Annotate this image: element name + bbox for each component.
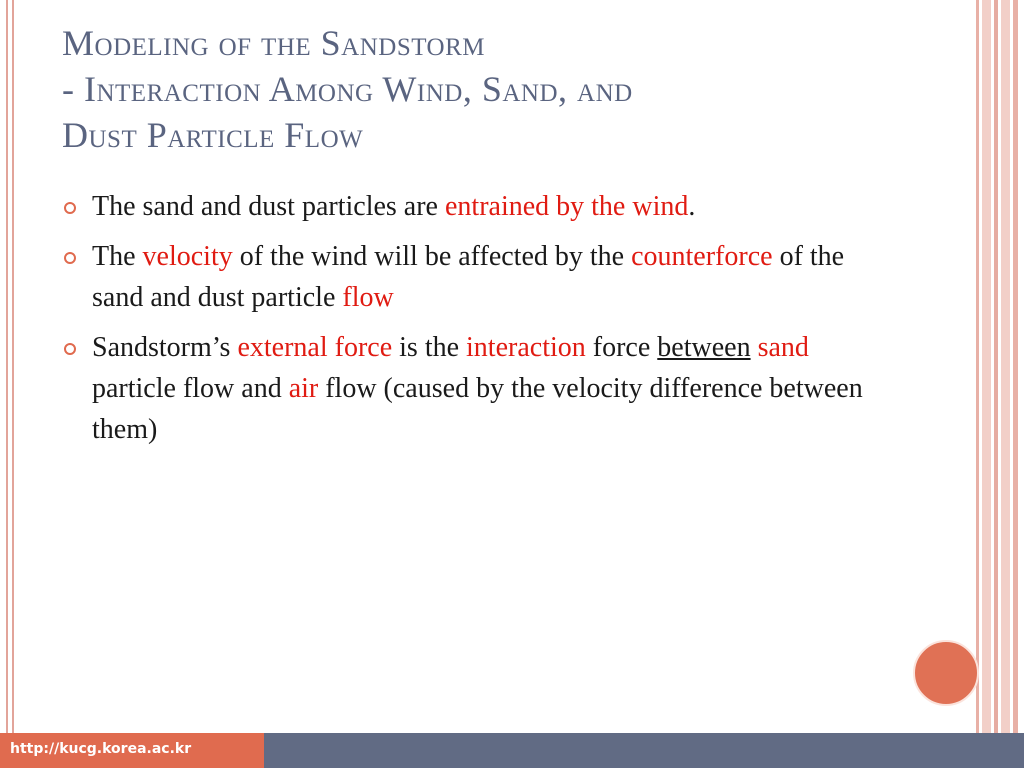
- bullet-item: [62, 186, 882, 227]
- footer-bar: [0, 733, 1024, 768]
- title-line: Modeling of the Sandstorm: [62, 23, 486, 63]
- ring-bullet-icon: [64, 252, 76, 264]
- highlight-text: velocity: [142, 241, 233, 272]
- highlight-text: flow: [342, 282, 394, 313]
- left-border-line: [12, 0, 14, 733]
- bullet-item: [62, 236, 882, 318]
- bullet-text: [751, 332, 758, 363]
- highlight-text: external force: [237, 332, 393, 363]
- bullet-text: Sandstorm’s: [92, 332, 238, 363]
- title-line: Dust Particle Flow: [62, 115, 364, 155]
- bullet-text: particle flow and: [92, 373, 289, 404]
- bullet-text: The sand and dust particles are: [92, 191, 445, 222]
- bullet-text: of the wind will be affected by the: [232, 241, 632, 272]
- ring-bullet-icon: [64, 202, 76, 214]
- highlight-text: counterforce: [631, 241, 773, 272]
- bullet-list: [62, 186, 882, 459]
- bullet-text: .: [688, 191, 696, 222]
- footer-url-link[interactable]: http://kucg.korea.ac.kr: [10, 741, 192, 757]
- right-decorative-stripes: [976, 0, 1024, 733]
- bullet-text: of the sand and dust particle: [92, 241, 845, 313]
- bullet-text: flow (caused by the velocity difference between them): [92, 373, 863, 445]
- highlight-text: sand: [757, 332, 809, 363]
- ring-bullet-icon: [64, 343, 76, 355]
- highlight-text: air: [288, 373, 319, 404]
- title-line: - Interaction Among Wind, Sand, and: [62, 69, 633, 109]
- highlight-text: interaction: [466, 332, 586, 363]
- bullet-text: is the: [392, 332, 467, 363]
- underlined-text: between: [657, 332, 751, 363]
- footer-url-tab: [0, 733, 264, 768]
- left-border-line: [6, 0, 8, 733]
- highlight-text: entrained by the wind: [444, 191, 689, 222]
- slide-title: [62, 20, 882, 158]
- bullet-text: The: [92, 241, 143, 272]
- bullet-text: force: [585, 332, 658, 363]
- decorative-circle: [913, 640, 979, 706]
- bullet-item: [62, 327, 882, 450]
